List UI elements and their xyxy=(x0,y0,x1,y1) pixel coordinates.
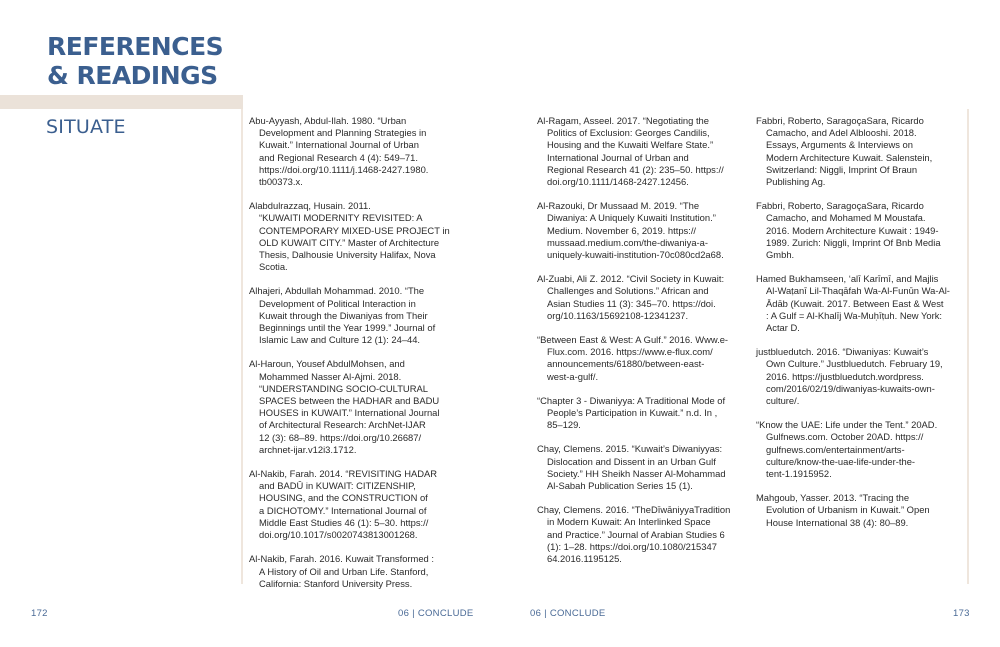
reference-entry: Alabdulrazzaq, Husain. 2011. “KUWAITI MODERNITY REVISITED: A CONTEMPORARY MIXED-USE PROJECT in OLD KUWAIT CITY.” Master of Architecture Thesis, Dalhousie University Halifax, Nova Scotia. xyxy=(249,200,450,273)
reference-entry: Fabbri, Roberto, SaragoçaSara, Ricardo Camacho, and Mohamed M Moustafa. 2016. Modern Architecture Kuwait : 1949- 1989. Zurich: Niggli, Imprint Of Bnb Media Gmbh. xyxy=(756,200,941,261)
footer-section-left: 06 | CONCLUDE xyxy=(398,608,474,619)
reference-entry: Al-Nakib, Farah. 2014. “REVISITING HADAR and BADŪ in KUWAIT: CITIZENSHIP, HOUSING, and the CONSTRUCTION of a DICHOTOMY.” International Journal of Middle East Studies 46 (1): 5–30. https:// doi.org/10.1017/s0020743813001268. xyxy=(249,468,438,541)
reference-entry: Hamed Bukhamseen, ʻalī Karīmī, and Majlis Al-Waṭanī Lil-Thaqāfah Wa-Al-Funūn Wa-Al- Ādāb (Kuwait. 2017. Between East & West : A Gulf = Al-Khalīj Wa-Muḥīṭuh. New York: Actar D. xyxy=(756,273,950,334)
page-title-line-1: REFERENCES xyxy=(47,32,224,61)
references-column-3 xyxy=(756,115,966,541)
page-number-left: 172 xyxy=(31,608,48,619)
reference-entry: Al-Haroun, Yousef AbdulMohsen, and Mohammed Nasser Al-Ajmi. 2018. “UNDERSTANDING SOCIO-CULTURAL SPACES between the HADHAR and BADU HOUSES in KUWAIT.” International Journal of Architectural Research: ArchNet-IJAR 12 (3): 68–89. https://doi.org/10.26687/ archnet-ijar.v12i3.1712. xyxy=(249,358,440,455)
reference-entry: “Chapter 3 - Diwaniyya: A Traditional Mode of People’s Participation in Kuwait.” n.d. In , 85–129. xyxy=(537,394,726,431)
reference-entry: Al-Ragam, Asseel. 2017. “Negotiating the Politics of Exclusion: Georges Candilis, Housing and the Kuwaiti Welfare State.” International Journal of Urban and Regional Research 41 (2): 235–50. https:// doi.org/10.1111/1468-2427.12456. xyxy=(537,115,724,188)
reference-entry: Al-Nakib, Farah. 2016. Kuwait Transformed : A History of Oil and Urban Life. Stanford, California: Stanford University Press. xyxy=(249,553,434,589)
reference-entry: Al-Zuabi, Ali Z. 2012. “Civil Society in Kuwait: Challenges and Solutions.” African and Asian Studies 11 (3): 345–70. https://doi. org/10.1163/15692108-12341237. xyxy=(537,273,725,321)
column-divider-left xyxy=(241,109,243,584)
references-column-1 xyxy=(249,115,459,602)
reference-entry: Abu-Ayyash, Abdul-Ilah. 1980. “Urban Development and Planning Strategies in Kuwait.” International Journal of Urban and Regional Research 4 (4): 549–71. https://doi.org/10.1111/j.1468-2427.1980. tb00373.x. xyxy=(249,115,429,188)
page-title xyxy=(47,32,223,90)
footer-section-right: 06 | CONCLUDE xyxy=(530,608,606,619)
reference-entry: “Know the UAE: Life under the Tent.” 20AD. Gulfnews.com. October 20AD. https:// gulfnews.com/entertainment/arts- culture/know-the-uae-life-under-the- tent-1.1915952. xyxy=(756,419,938,480)
reference-entry: Mahgoub, Yasser. 2013. “Tracing the Evolution of Urbanism in Kuwait.” Open House International 38 (4): 80–89. xyxy=(756,492,930,528)
reference-entry: Al-Razouki, Dr Mussaad M. 2019. “The Diwaniya: A Uniquely Kuwaiti Institution.” Medium. November 6, 2019. https:// mussaad.medium.com/the-diwaniya-a- uniquely-kuwaiti-institution-70c080cd2a68. xyxy=(537,200,724,261)
reference-entry: Fabbri, Roberto, SaragoçaSara, Ricardo Camacho, and Adel Alblooshi. 2018. Essays, Arguments & Interviews on Modern Architecture Kuwait. Salenstein, Switzerland: Niggli, Imprint Of Braun Publishing Ag. xyxy=(756,115,933,188)
reference-entry: Alhajeri, Abdullah Mohammad. 2010. “The Development of Political Interaction in Kuwait through the Diwaniyas from Their Beginnings until the Year 1999.” Journal of Islamic Law and Culture 12 (1): 24–44. xyxy=(249,285,436,346)
reference-entry: Chay, Clemens. 2016. “TheDīwāniyyaTradition in Modern Kuwait: An Interlinked Space and Practice.” Journal of Arabian Studies 6 (1): 1–28. https://doi.org/10.1080/215347 64.2016.1195125. xyxy=(537,504,731,565)
page-number-right: 173 xyxy=(953,608,970,619)
references-column-2 xyxy=(537,115,747,577)
reference-entry: “Between East & West: A Gulf.” 2016. Www.e- Flux.com. 2016. https://www.e-flux.com/ announcements/61880/between-east- west-a-gulf/. xyxy=(537,334,729,382)
column-divider-right xyxy=(967,109,969,584)
reference-entry: Chay, Clemens. 2015. “Kuwait’s Diwaniyyas: Dislocation and Dissent in an Urban Gulf Society.” HH Sheikh Nasser Al-Mohammad Al-Sabah Publication Series 15 (1). xyxy=(537,443,726,492)
accent-band xyxy=(0,95,243,109)
section-heading: SITUATE xyxy=(46,116,126,138)
reference-entry: justbluedutch. 2016. “Diwaniyas: Kuwait’s Own Culture.” Justbluedutch. February 19, 2016. https://justbluedutch.wordpress. com/2016/02/19/diwaniyas-kuwaits-own- culture/. xyxy=(756,346,943,407)
page-title-line-2: & READINGS xyxy=(47,61,218,90)
